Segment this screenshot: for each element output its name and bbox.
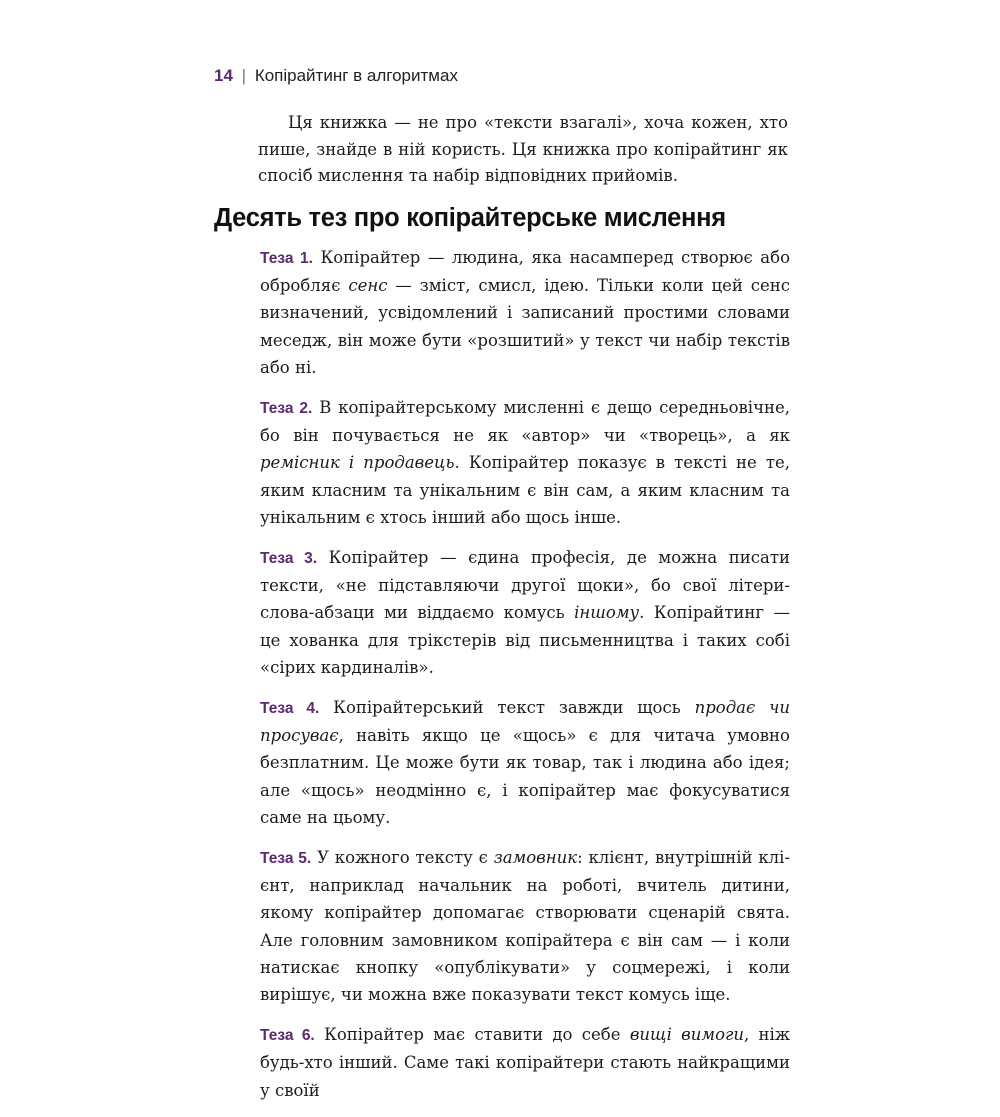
page-number: 14 <box>214 66 233 85</box>
thesis-text: В копірайтерському мисленні є дещо середньовічне, бо він почувається не як «автор» чи «творець», а як <box>260 398 791 446</box>
thesis-paragraph <box>260 1021 790 1104</box>
thesis-label: Теза 6. <box>260 1027 315 1045</box>
thesis-text: : клієнт, внутрішній клієнт, наприклад начальник на роботі, вчитель дитини, якому копірайтер допомагає створювати сценарій свята. Але головним замовником копірайтера є він сам — і коли натискає кнопку «опублікувати» у соцмережі, і коли вирішує, чи можна вже показувати текст комусь іще. <box>260 848 791 1005</box>
thesis-text: Копірайтер має ставити до себе <box>314 1025 630 1045</box>
theses-list <box>260 244 790 1117</box>
thesis-text: . Копірайтер показує в тексті не те, яким класним та унікальним є він сам, а яким класним та унікальним є хтось інший або щось інше. <box>260 453 790 527</box>
thesis-paragraph <box>260 694 790 831</box>
thesis-text: , навіть якщо це «щось» є для читача умовно безплатним. Це може бути як товар, так і людина або ідея; але «щось» неодмінно є, і копірайтер має фокусуватися саме на цьому. <box>260 726 790 827</box>
thesis-text: — зміст, смисл, ідею. Тільки коли цей сенс визначений, усвідомлений і записаний простими словами меседж, він може бути «розшитий» у текст чи набір текстів або ні. <box>260 276 790 377</box>
thesis-emphasis: сенс <box>348 276 388 296</box>
intro-paragraph: Ця книжка — не про «тексти взагалі», хоча кожен, хто пише, знайде в ній користь. Ця книжка про копірайтинг як спосіб мислення та набір відповідних прийомів. <box>258 113 788 185</box>
thesis-label: Теза 5. <box>260 850 312 868</box>
thesis-emphasis: ремісник і продавець <box>260 453 455 473</box>
thesis-label: Теза 1. <box>260 250 313 267</box>
thesis-label: Теза 3. <box>260 550 318 568</box>
thesis-text: Копірайтерський текст завжди щось <box>319 698 695 718</box>
thesis-emphasis: продає чи просуває <box>260 698 791 746</box>
thesis-text: . Копірайтинг — це хованка для трікстерів від письменництва і таких собі «сірих кардиналів». <box>260 603 790 677</box>
thesis-label: Теза 4. <box>260 700 320 718</box>
thesis-paragraph <box>260 844 790 1008</box>
header-separator: | <box>241 66 247 85</box>
thesis-paragraph <box>260 244 790 381</box>
running-header <box>214 66 458 86</box>
thesis-paragraph <box>260 544 790 681</box>
thesis-text: Копірайтер — людина, яка насамперед створює або обробляє <box>260 248 790 296</box>
thesis-emphasis: замовник <box>493 848 578 868</box>
thesis-text: У кожного тексту є <box>311 848 494 868</box>
thesis-paragraph <box>260 394 790 531</box>
thesis-text: , ніж будь-хто інший. Саме такі копірайтери стають найкращими у своїй <box>260 1025 791 1100</box>
thesis-label: Теза 2. <box>260 400 313 418</box>
book-title: Копірайтинг в алгоритмах <box>254 66 458 85</box>
thesis-emphasis: вищі вимоги <box>629 1025 744 1045</box>
thesis-emphasis: іншому <box>574 603 640 623</box>
thesis-text: Копірайтер — єдина професія, де можна писати тексти, «не підставляючи другої щоки», бо свої літери-слова-абзаци ми віддаємо комусь <box>260 548 791 623</box>
section-heading: Десять тез про копірайтерське мислення <box>214 204 726 232</box>
